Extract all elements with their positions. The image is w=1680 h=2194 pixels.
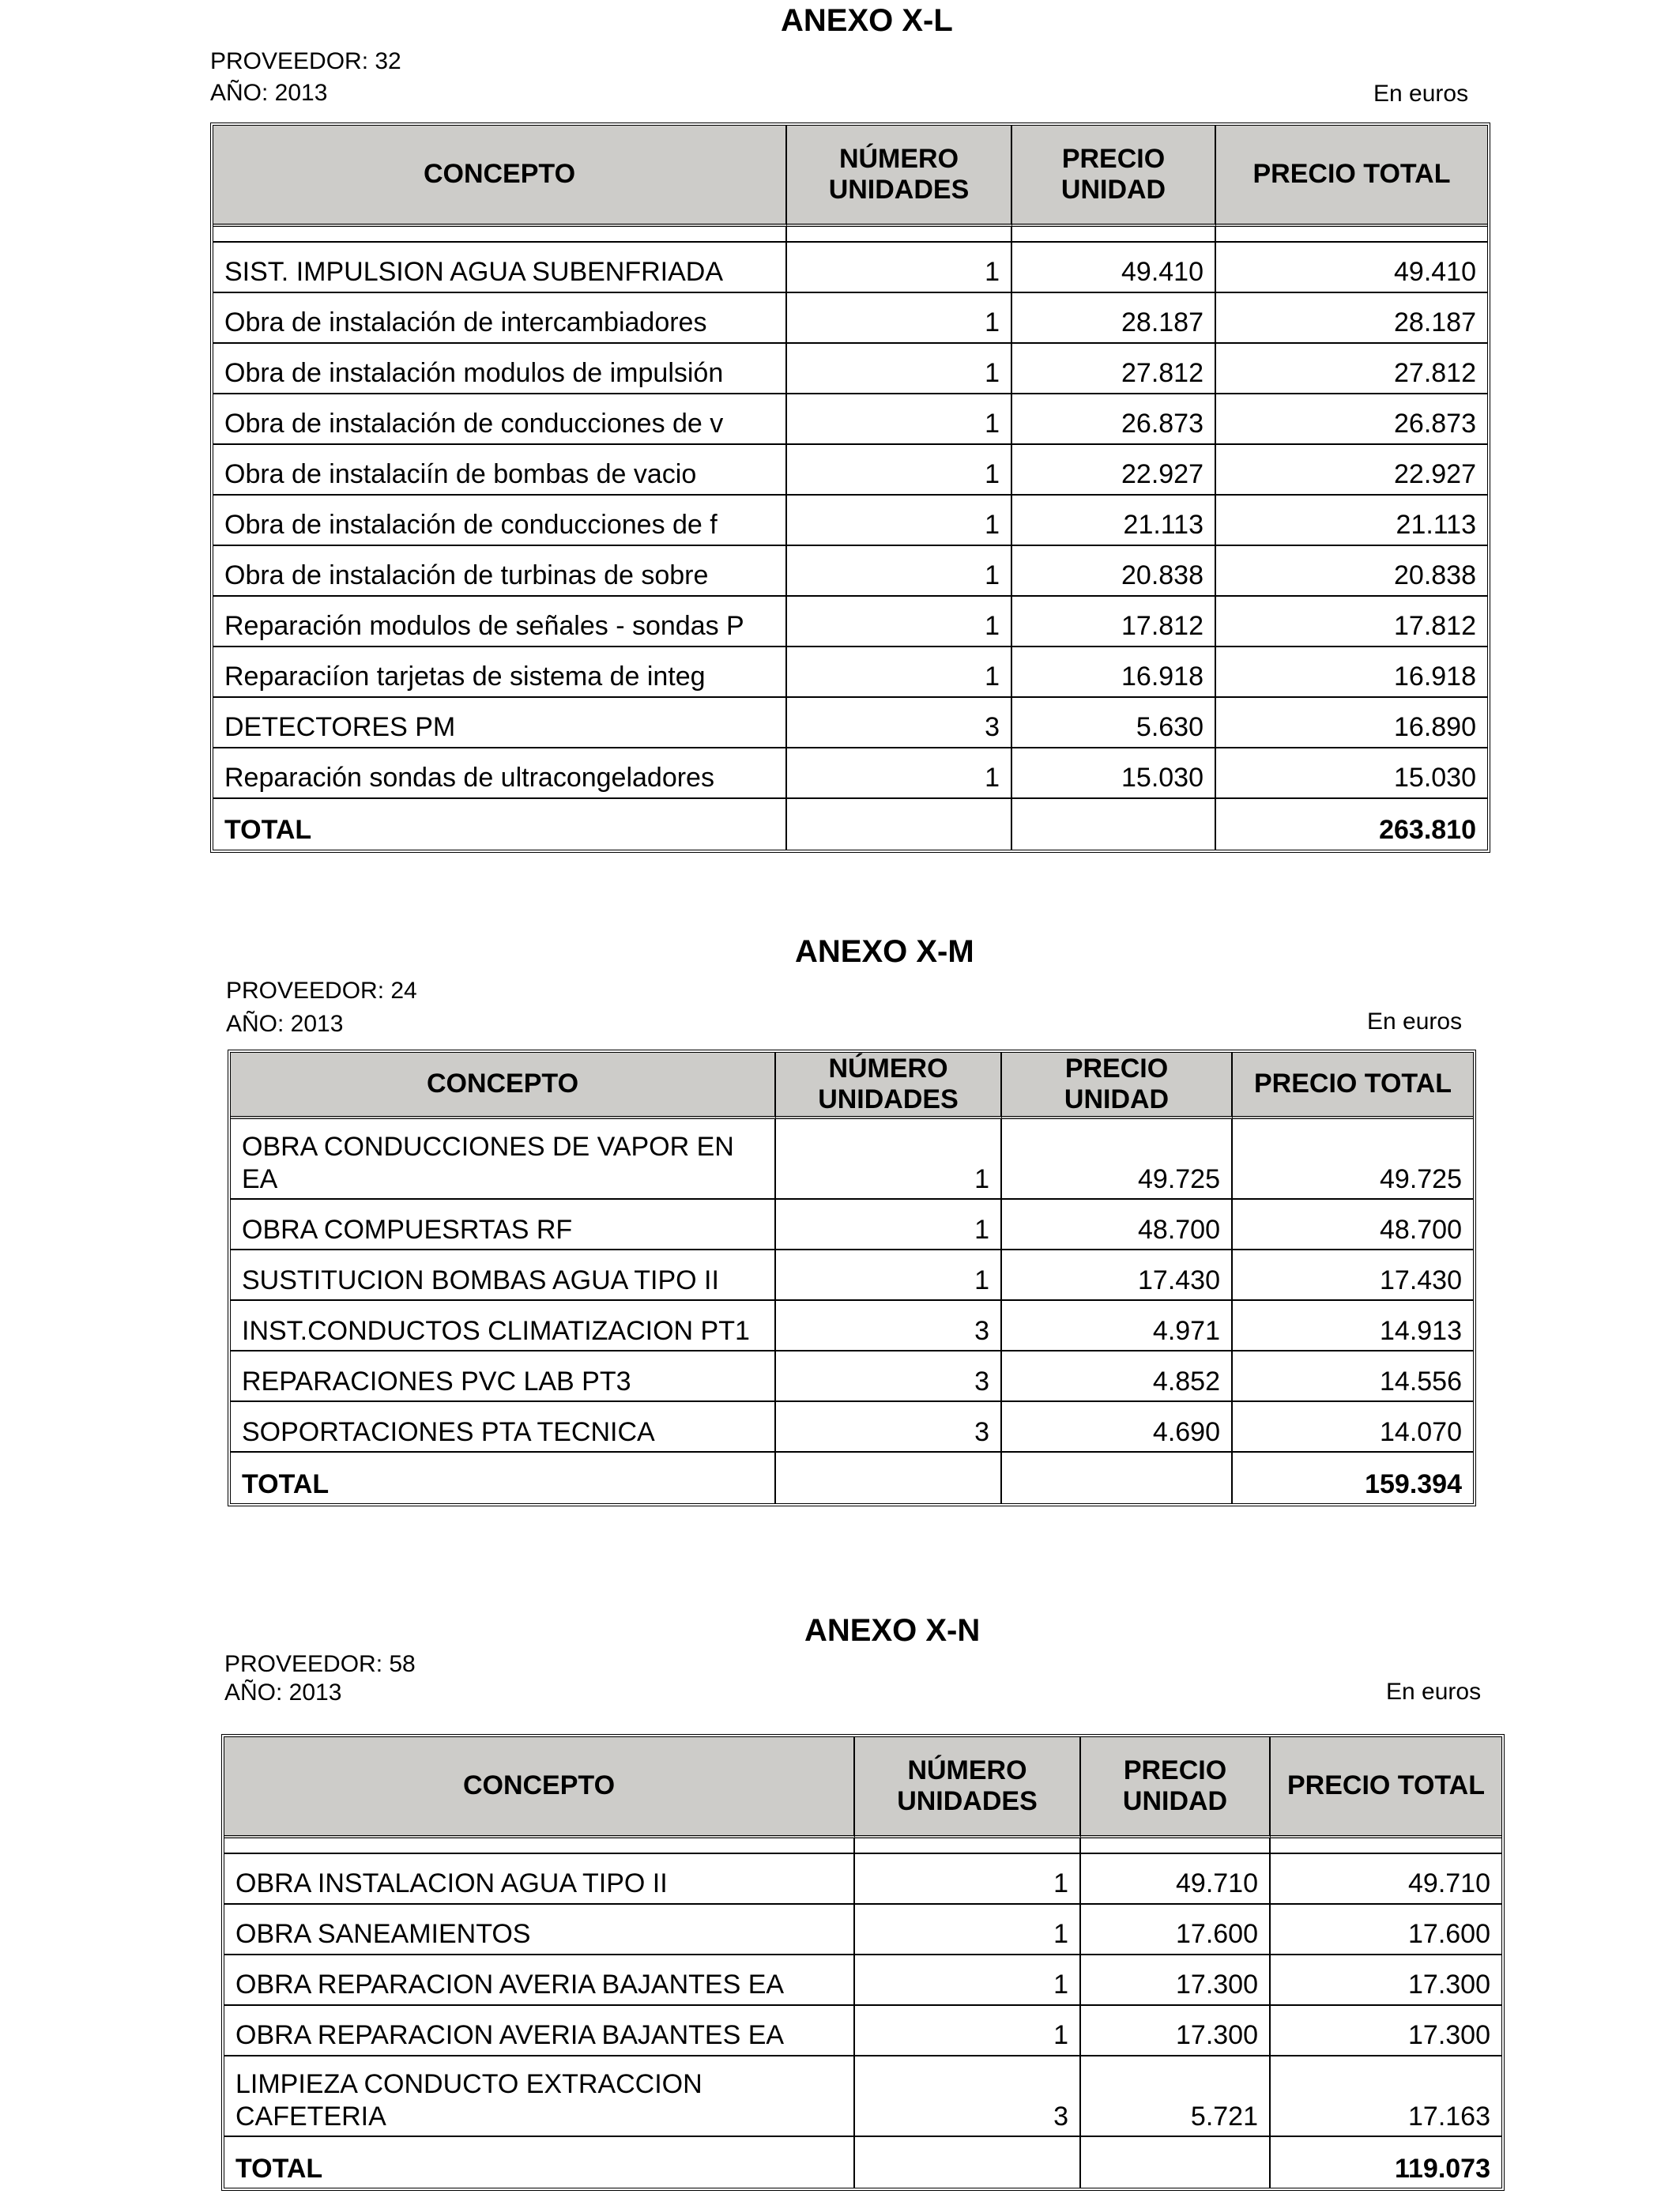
cell-numero-unidades: 1 bbox=[855, 1854, 1081, 1905]
header-precio-total: PRECIO TOTAL bbox=[1271, 1737, 1501, 1838]
empty-cell bbox=[855, 2137, 1081, 2188]
cell-concepto: Obra de instalación de conducciones de f bbox=[213, 496, 787, 546]
anexo-x-l-table bbox=[210, 123, 1490, 853]
anexo-x-m-anio: AÑO: 2013 bbox=[226, 1011, 344, 1037]
cell-precio-unidad: 20.838 bbox=[1012, 546, 1216, 597]
table-header-row bbox=[224, 1737, 1501, 1838]
table-row bbox=[231, 1119, 1473, 1200]
cell-precio-unidad: 17.300 bbox=[1081, 2006, 1271, 2056]
table-header-row bbox=[231, 1053, 1473, 1119]
cell-numero-unidades: 1 bbox=[776, 1200, 1002, 1250]
cell-precio-unidad: 4.690 bbox=[1002, 1402, 1233, 1453]
cell-concepto: SUSTITUCION BOMBAS AGUA TIPO II bbox=[231, 1250, 776, 1301]
cell-precio-total: 17.812 bbox=[1216, 597, 1487, 647]
cell-concepto: Obra de instalaciín de bombas de vacio bbox=[213, 445, 787, 496]
cell-precio-unidad: 49.710 bbox=[1081, 1854, 1271, 1905]
cell-precio-total: 49.725 bbox=[1233, 1119, 1473, 1200]
cell-concepto: OBRA CONDUCCIONES DE VAPOR EN EA bbox=[231, 1119, 776, 1200]
cell-precio-total: 17.300 bbox=[1271, 2006, 1501, 2056]
total-label: TOTAL bbox=[231, 1453, 776, 1503]
header-precio-total: PRECIO TOTAL bbox=[1233, 1053, 1473, 1119]
table-row bbox=[231, 1200, 1473, 1250]
table-row bbox=[213, 394, 1487, 445]
empty-cell bbox=[1002, 1453, 1233, 1503]
cell-concepto: Obra de instalación de conducciones de v bbox=[213, 394, 787, 445]
header-numero-unidades: NÚMERO UNIDADES bbox=[776, 1053, 1002, 1119]
table-row bbox=[224, 1905, 1501, 1955]
table-row bbox=[213, 445, 1487, 496]
table-row bbox=[224, 2056, 1501, 2137]
empty-cell bbox=[1081, 2137, 1271, 2188]
cell-numero-unidades: 1 bbox=[787, 597, 1012, 647]
table-row bbox=[231, 1402, 1473, 1453]
header-precio-unidad: PRECIO UNIDAD bbox=[1081, 1737, 1271, 1838]
cell-concepto: DETECTORES PM bbox=[213, 698, 787, 748]
cell-concepto: OBRA REPARACION AVERIA BAJANTES EA bbox=[224, 2006, 855, 2056]
cell-precio-unidad: 17.430 bbox=[1002, 1250, 1233, 1301]
header-numero-unidades: NÚMERO UNIDADES bbox=[855, 1737, 1081, 1838]
header-precio-total: PRECIO TOTAL bbox=[1216, 126, 1487, 227]
cell-numero-unidades: 1 bbox=[787, 496, 1012, 546]
spacer-cell bbox=[855, 1838, 1081, 1854]
cell-precio-total: 21.113 bbox=[1216, 496, 1487, 546]
cell-precio-unidad: 17.300 bbox=[1081, 1955, 1271, 2006]
cell-concepto: OBRA INSTALACION AGUA TIPO II bbox=[224, 1854, 855, 1905]
header-concepto: CONCEPTO bbox=[224, 1737, 855, 1838]
cell-concepto: Reparación sondas de ultracongeladores bbox=[213, 748, 787, 799]
cell-precio-unidad: 49.410 bbox=[1012, 243, 1216, 293]
cell-numero-unidades: 1 bbox=[855, 2006, 1081, 2056]
cell-numero-unidades: 1 bbox=[787, 293, 1012, 344]
total-value: 263.810 bbox=[1379, 815, 1476, 846]
table-row bbox=[231, 1351, 1473, 1402]
cell-numero-unidades: 1 bbox=[787, 546, 1012, 597]
cell-precio-total: 17.600 bbox=[1271, 1905, 1501, 1955]
cell-precio-total: 17.163 bbox=[1271, 2056, 1501, 2137]
cell-numero-unidades: 1 bbox=[787, 344, 1012, 394]
anexo-x-l-anio: AÑO: 2013 bbox=[210, 80, 328, 106]
anexo-x-n-anio: AÑO: 2013 bbox=[224, 1679, 342, 1706]
cell-numero-unidades: 1 bbox=[787, 748, 1012, 799]
table-row bbox=[213, 293, 1487, 344]
table-row bbox=[231, 1250, 1473, 1301]
cell-precio-unidad: 4.852 bbox=[1002, 1351, 1233, 1402]
anexo-x-l-units: En euros bbox=[1373, 81, 1469, 107]
anexo-x-m-units: En euros bbox=[1367, 1008, 1463, 1035]
spacer-cell bbox=[224, 1838, 855, 1854]
cell-precio-unidad: 28.187 bbox=[1012, 293, 1216, 344]
table-row bbox=[213, 546, 1487, 597]
anexo-x-m-title: ANEXO X-M bbox=[795, 934, 974, 969]
table-header-row bbox=[213, 126, 1487, 227]
cell-numero-unidades: 1 bbox=[776, 1119, 1002, 1200]
cell-numero-unidades: 1 bbox=[787, 445, 1012, 496]
cell-precio-total: 14.556 bbox=[1233, 1351, 1473, 1402]
table-row bbox=[213, 243, 1487, 293]
cell-precio-unidad: 49.725 bbox=[1002, 1119, 1233, 1200]
cell-precio-total: 48.700 bbox=[1233, 1200, 1473, 1250]
anexo-x-l-body bbox=[213, 227, 1487, 850]
cell-precio-unidad: 26.873 bbox=[1012, 394, 1216, 445]
anexo-x-m-table bbox=[228, 1050, 1476, 1506]
cell-numero-unidades: 3 bbox=[776, 1402, 1002, 1453]
table-row bbox=[224, 1854, 1501, 1905]
cell-precio-unidad: 16.918 bbox=[1012, 647, 1216, 698]
anexo-x-l-proveedor: PROVEEDOR: 32 bbox=[210, 48, 401, 74]
cell-numero-unidades: 1 bbox=[855, 1905, 1081, 1955]
table-row bbox=[224, 2006, 1501, 2056]
cell-concepto: REPARACIONES PVC LAB PT3 bbox=[231, 1351, 776, 1402]
spacer-row bbox=[224, 1838, 1501, 1854]
cell-precio-total: 49.710 bbox=[1271, 1854, 1501, 1905]
cell-numero-unidades: 3 bbox=[787, 698, 1012, 748]
cell-precio-total: 17.430 bbox=[1233, 1250, 1473, 1301]
cell-precio-unidad: 17.600 bbox=[1081, 1905, 1271, 1955]
cell-precio-total: 27.812 bbox=[1216, 344, 1487, 394]
cell-precio-total: 22.927 bbox=[1216, 445, 1487, 496]
header-precio-unidad: PRECIO UNIDAD bbox=[1002, 1053, 1233, 1119]
cell-precio-total: 20.838 bbox=[1216, 546, 1487, 597]
spacer-cell bbox=[1271, 1838, 1501, 1854]
cell-precio-unidad: 27.812 bbox=[1012, 344, 1216, 394]
table-row bbox=[213, 597, 1487, 647]
cell-concepto: OBRA COMPUESRTAS RF bbox=[231, 1200, 776, 1250]
header-concepto: CONCEPTO bbox=[231, 1053, 776, 1119]
cell-numero-unidades: 3 bbox=[776, 1301, 1002, 1351]
empty-cell bbox=[776, 1453, 1002, 1503]
spacer-cell bbox=[1012, 227, 1216, 243]
cell-precio-total: 15.030 bbox=[1216, 748, 1487, 799]
cell-concepto: SIST. IMPULSION AGUA SUBENFRIADA bbox=[213, 243, 787, 293]
anexo-x-n-body bbox=[224, 1838, 1501, 2188]
cell-concepto: Obra de instalación modulos de impulsión bbox=[213, 344, 787, 394]
table-row bbox=[213, 496, 1487, 546]
empty-cell bbox=[1012, 799, 1216, 850]
cell-numero-unidades: 3 bbox=[776, 1351, 1002, 1402]
cell-numero-unidades: 1 bbox=[787, 394, 1012, 445]
spacer-cell bbox=[213, 227, 787, 243]
cell-concepto: LIMPIEZA CONDUCTO EXTRACCION CAFETERIA bbox=[224, 2056, 855, 2137]
table-row bbox=[213, 344, 1487, 394]
cell-concepto: Obra de instalación de turbinas de sobre bbox=[213, 546, 787, 597]
empty-cell bbox=[787, 799, 1012, 850]
anexo-x-m-proveedor: PROVEEDOR: 24 bbox=[226, 978, 417, 1004]
cell-precio-total: 49.410 bbox=[1216, 243, 1487, 293]
cell-precio-unidad: 48.700 bbox=[1002, 1200, 1233, 1250]
table-row bbox=[213, 748, 1487, 799]
cell-concepto: Reparaciíon tarjetas de sistema de integ bbox=[213, 647, 787, 698]
total-value: 119.073 bbox=[1394, 2153, 1490, 2184]
cell-precio-unidad: 5.721 bbox=[1081, 2056, 1271, 2137]
header-concepto: CONCEPTO bbox=[213, 126, 787, 227]
cell-concepto: SOPORTACIONES PTA TECNICA bbox=[231, 1402, 776, 1453]
cell-precio-unidad: 17.812 bbox=[1012, 597, 1216, 647]
total-value: 159.394 bbox=[1365, 1468, 1462, 1499]
total-label: TOTAL bbox=[224, 2137, 855, 2188]
table-row bbox=[224, 1955, 1501, 2006]
cell-precio-unidad: 4.971 bbox=[1002, 1301, 1233, 1351]
table-row bbox=[213, 647, 1487, 698]
total-label: TOTAL bbox=[213, 799, 787, 850]
table-row bbox=[213, 698, 1487, 748]
cell-numero-unidades: 1 bbox=[776, 1250, 1002, 1301]
cell-precio-unidad: 22.927 bbox=[1012, 445, 1216, 496]
cell-precio-total: 28.187 bbox=[1216, 293, 1487, 344]
total-row bbox=[213, 799, 1487, 850]
header-precio-unidad: PRECIO UNIDAD bbox=[1012, 126, 1216, 227]
cell-concepto: OBRA REPARACION AVERIA BAJANTES EA bbox=[224, 1955, 855, 2006]
cell-concepto: OBRA SANEAMIENTOS bbox=[224, 1905, 855, 1955]
cell-precio-unidad: 21.113 bbox=[1012, 496, 1216, 546]
table-row bbox=[231, 1301, 1473, 1351]
cell-precio-total: 16.918 bbox=[1216, 647, 1487, 698]
spacer-row bbox=[213, 227, 1487, 243]
anexo-x-n-units: En euros bbox=[1386, 1679, 1482, 1705]
cell-concepto: Obra de instalación de intercambiadores bbox=[213, 293, 787, 344]
total-row bbox=[231, 1453, 1473, 1503]
cell-numero-unidades: 1 bbox=[855, 1955, 1081, 2006]
cell-precio-total: 17.300 bbox=[1271, 1955, 1501, 2006]
cell-concepto: INST.CONDUCTOS CLIMATIZACION PT1 bbox=[231, 1301, 776, 1351]
total-row bbox=[224, 2137, 1501, 2188]
cell-precio-total: 14.070 bbox=[1233, 1402, 1473, 1453]
cell-concepto: Reparación modulos de señales - sondas P bbox=[213, 597, 787, 647]
cell-numero-unidades: 1 bbox=[787, 647, 1012, 698]
anexo-x-m-body bbox=[231, 1119, 1473, 1503]
header-numero-unidades: NÚMERO UNIDADES bbox=[787, 126, 1012, 227]
spacer-cell bbox=[787, 227, 1012, 243]
cell-precio-total: 26.873 bbox=[1216, 394, 1487, 445]
anexo-x-n-title: ANEXO X-N bbox=[804, 1613, 981, 1648]
cell-numero-unidades: 3 bbox=[855, 2056, 1081, 2137]
cell-numero-unidades: 1 bbox=[787, 243, 1012, 293]
spacer-cell bbox=[1081, 1838, 1271, 1854]
spacer-cell bbox=[1216, 227, 1487, 243]
cell-precio-unidad: 15.030 bbox=[1012, 748, 1216, 799]
anexo-x-n-proveedor: PROVEEDOR: 58 bbox=[224, 1651, 416, 1677]
anexo-x-n-table bbox=[221, 1734, 1505, 2191]
cell-precio-unidad: 5.630 bbox=[1012, 698, 1216, 748]
anexo-x-l-title: ANEXO X-L bbox=[781, 3, 953, 38]
cell-precio-total: 14.913 bbox=[1233, 1301, 1473, 1351]
cell-precio-total: 16.890 bbox=[1216, 698, 1487, 748]
